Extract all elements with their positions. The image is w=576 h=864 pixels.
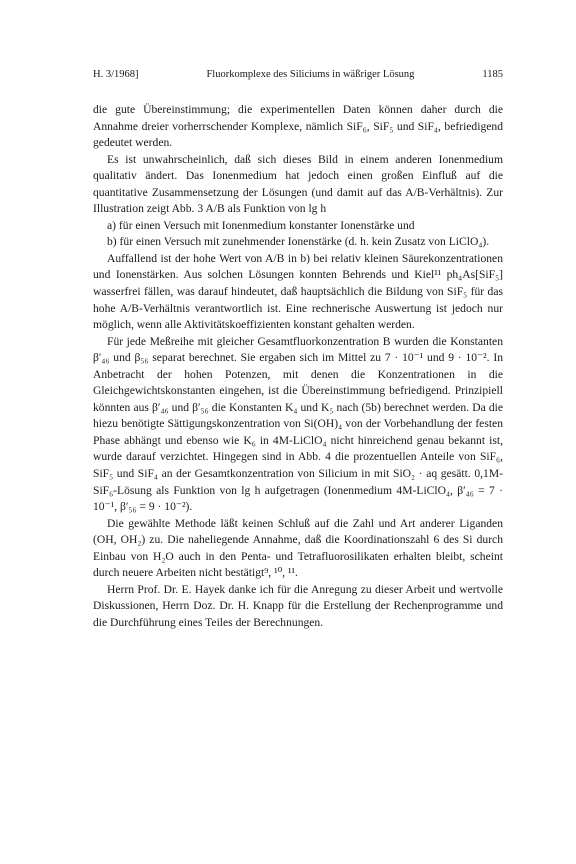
page-number: 1185: [482, 69, 503, 80]
list-item-a: a) für einen Versuch mit Ionenmedium konstanter Ionenstärke und: [107, 218, 415, 232]
body-text: [93, 102, 503, 632]
paragraph: Auffallend ist der hohe Wert von A/B in b) bei relativ kleinen Säurekonzentrationen und Ionenstärken. Aus solchen Lösungen konnten Behrends und Kiel¹¹ ph₄As[SiF₅] wasserfrei fällen, was darauf hindeutet, daß hauptsächlich die Bildung von SiF₅ für das hohe A/B-Verhältnis verantwortlich ist. Eine rechnerische Auswertung ist jedoch nur möglich, wenn alle Aktivitätskoeffizienten konstant gehalten werden.: [93, 251, 503, 332]
page: [93, 68, 503, 632]
paragraph: Es ist unwahrscheinlich, daß sich dieses Bild in einem anderen Ionenmedium qualitativ ändert. Das Ionenmedium hat jedoch einen großen Einfluß auf die quantitative Zusammensetzung der Lösungen (und damit auf das A/B-Verhältnis). Zur Illustration zeigt Abb. 3 A/B als Funktion von lg h: [93, 152, 503, 216]
list-item-b: b) für einen Versuch mit zunehmender Ionenstärke (d. h. kein Zusatz von LiClO₄).: [107, 235, 490, 249]
acknowledgement: Herrn Prof. Dr. E. Hayek danke ich für die Anregung zu dieser Arbeit und wertvolle Diskussionen, Herrn Doz. Dr. H. Knapp für die Erstellung der Rechenprogramme und die Durchführung eines Teiles der Berechnungen.: [93, 582, 503, 629]
paragraph: die gute Übereinstimmung; die experimentellen Daten können daher durch die Annahme dreier vorherrschender Komplexe, nämlich SiF₆, SiF₅ und SiF₄, befriedigend gedeutet werden.: [93, 103, 503, 150]
running-header: [93, 68, 503, 82]
running-title: Fluorkomplexe des Siliciums in wäßriger Lösung: [206, 69, 415, 80]
paragraph: Die gewählte Methode läßt keinen Schluß auf die Zahl und Art anderer Liganden (OH, OH₂) zu. Die naheliegende Annahme, daß die Koordinationszahl 6 des Si durch Einbau von H₂O auch in den Penta- und Tetrafluorosilikaten erhalten bleibt, scheint durch neuere Arbeiten nicht bestätigt⁹, ¹⁰, ¹¹.: [93, 516, 503, 580]
paragraph: Für jede Meßreihe mit gleicher Gesamtfluorkonzentration B wurden die Konstanten β′₄₆ und β₅₆ separat berechnet. Sie ergaben sich im Mittel zu 7 · 10⁻¹ und 9 · 10⁻². In Anbetracht der hohen Potenzen, mit denen die Konzentrationen in die Gleichgewichtskonstanten eingehen, ist die Übereinstimmung befriedigend. Prinzipiell könnten aus β′₄₆ und β′₅₆ die Konstanten K₄ und K₅ nach (5b) berechnet werden. Da die hiezu benötigte Sättigungskonzentration von Si(OH)₄ von der Vorbehandlung der festen Phase abhängt und ebenso wie K₆ in 4M-LiClO₄ nicht hinreichend genau bekannt ist, wurde darauf verzichtet. Hingegen sind in Abb. 4 die prozentuellen Anteile von SiF₆, SiF₅ und SiF₄ an der Gesamtkonzentration von Silicium in mit SiO₂ · aq gesätt. 0,1M-SiF₆-Lösung als Funktion von lg h aufgetragen (Ionenmedium 4M-LiClO₄, β′₄₆ = 7 · 10⁻¹, β′₅₆ = 9 · 10⁻²).: [93, 334, 503, 514]
journal-reference: H. 3/1968]: [93, 69, 139, 80]
